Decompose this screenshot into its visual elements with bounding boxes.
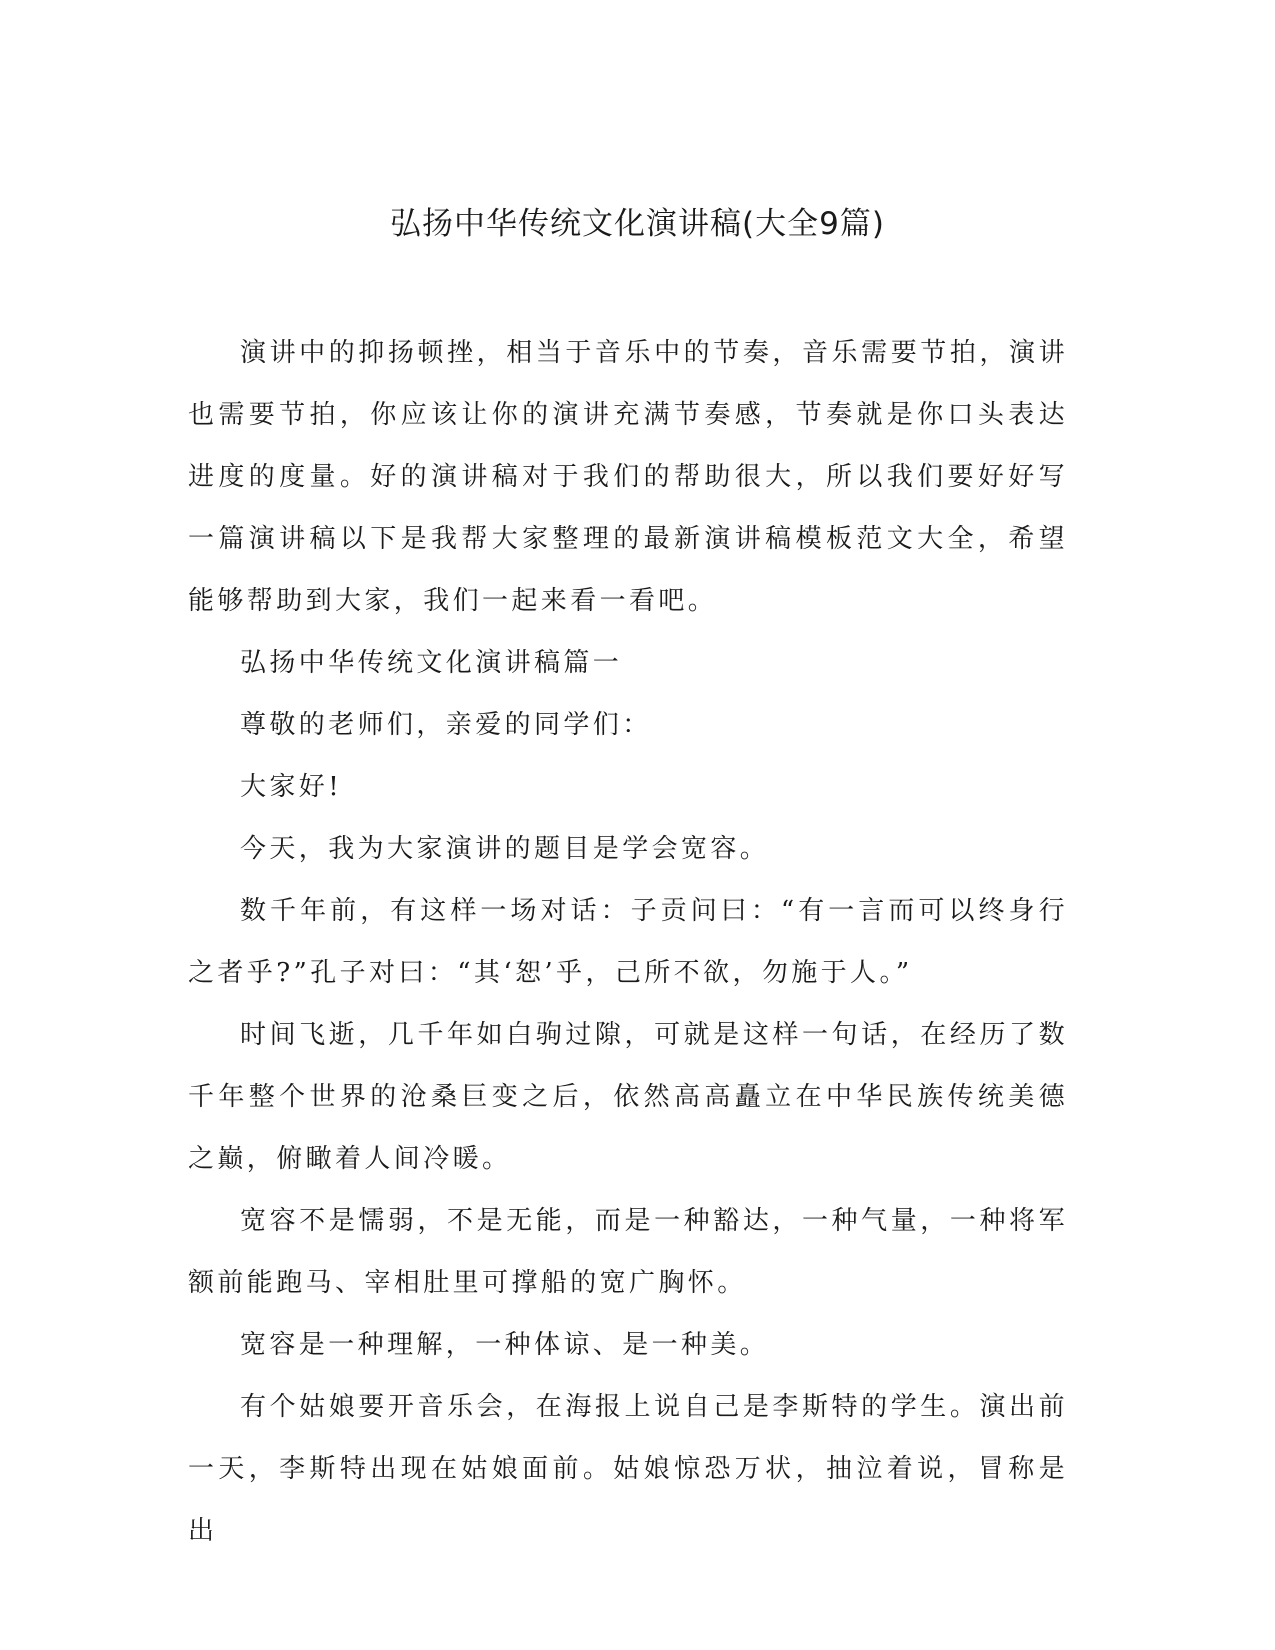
section-heading: 弘扬中华传统文化演讲稿篇一	[240, 648, 623, 678]
paragraph: 今天，我为大家演讲的题目是学会宽容。	[240, 834, 770, 864]
paragraph: 宽容是一种理解，一种体谅、是一种美。	[240, 1330, 770, 1360]
greeting: 大家好!	[240, 772, 343, 802]
document-title: 弘扬中华传统文化演讲稿(大全9篇)	[390, 206, 885, 242]
paragraph-intro: 演讲中的抑扬顿挫，相当于音乐中的节奏，音乐需要节拍，演讲也需要节拍，你应该让你的演讲充满节奏感，节奏就是你口头表达进度的度量。好的演讲稿对于我们的帮助很大，所以我们要好好写一篇演讲稿以下是我帮大家整理的最新演讲稿模板范文大全，希望能够帮助到大家，我们一起来看一看吧。	[188, 338, 1068, 616]
salutation: 尊敬的老师们，亲爱的同学们：	[240, 710, 652, 740]
paragraph: 宽容不是懦弱，不是无能，而是一种豁达，一种气量，一种将军额前能跑马、宰相肚里可撑船的宽广胸怀。	[188, 1206, 1068, 1298]
paragraph: 时间飞逝，几千年如白驹过隙，可就是这样一句话，在经历了数千年整个世界的沧桑巨变之后，依然高高矗立在中华民族传统美德之巅，俯瞰着人间冷暖。	[188, 1020, 1068, 1174]
document-body	[188, 322, 1068, 1562]
paragraph: 有个姑娘要开音乐会，在海报上说自己是李斯特的学生。演出前一天，李斯特出现在姑娘面前。姑娘惊恐万状，抽泣着说，冒称是出	[188, 1392, 1068, 1546]
paragraph: 数千年前，有这样一场对话：子贡问曰：“有一言而可以终身行之者乎?”孔子对曰：“其‘恕’乎，己所不欲，勿施于人。”	[188, 896, 1068, 988]
